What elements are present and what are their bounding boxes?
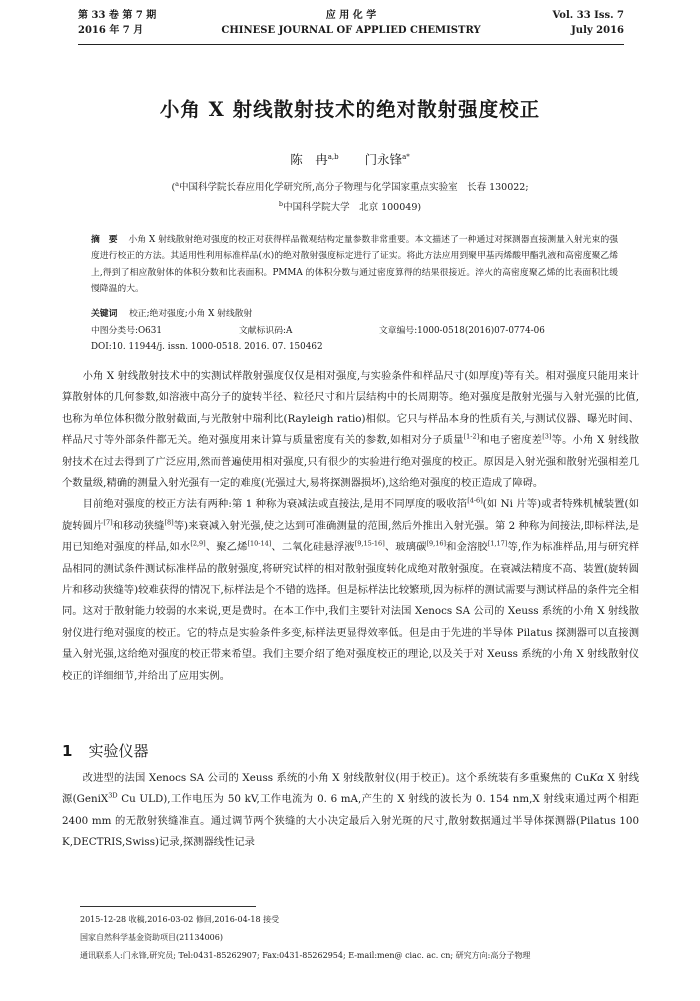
body-text <box>62 366 639 687</box>
section-heading <box>62 740 148 761</box>
text-run: 和电子密度差 <box>479 434 543 447</box>
text-run: 和移动狭缝 <box>112 519 165 532</box>
header-volume-en: Vol. 33 Iss. 7 <box>552 10 624 21</box>
footnote-rule <box>80 906 256 907</box>
citation: [9,15-16] <box>354 539 385 548</box>
footnote-received: 2015-12-28 收稿,2016-03-02 修回,2016-04-18 接受 <box>80 915 280 924</box>
citation: [1-2] <box>463 432 480 441</box>
text-run: 、玻璃碳 <box>384 541 427 554</box>
text-run: Kα <box>589 772 604 784</box>
header-rule <box>78 44 624 45</box>
text-run: (如 Ni 片等)或者特殊机械装置(如旋转圆片 <box>62 498 639 532</box>
affil-mark: b <box>278 200 284 209</box>
citation: [8] <box>164 518 174 527</box>
citation: [10-14] <box>247 539 272 548</box>
header-date-en: July 2016 <box>571 25 624 36</box>
document-code: 文献标识码:A <box>239 326 293 336</box>
citation: [4-6] <box>467 497 483 506</box>
text-run: 等。小角 X 射线散射技术在过去得到了广泛应用,然而普遍使用相对强度,只有很少的实验进行绝对强度的校正。原因是入射光强和散射光强相差几个数量级,精确的测量入射光强有一定的难度(光强过大,易将探测器损坏),这给绝对强度的校正造成了障碍。 <box>62 434 639 490</box>
footnote-fund: 国家自然科学基金资助项目(21134006) <box>80 933 223 942</box>
text-run: X 射线源(GeniX <box>62 772 639 806</box>
text-run: 、聚乙烯 <box>205 541 248 554</box>
header-center <box>78 8 624 38</box>
affiliation-line <box>60 196 640 216</box>
text-run: 小角 X 射线散射技术中的实测试样散射强度仅仅是相对强度,与实验条件和样品尺寸(如厚度)等有关。相对强度只能用来计算散射体的几何参数,如溶液中高分子的旋转半径、粒径尺寸和片层结构中的长周期等。绝对强度是散射光强与入射光强的比值,也称为单位体积微分散射截面,与光散射中瑞利比(Rayleigh ratio)相似。它只与样品本身的性质有关,与测试仪器、曝光时间、样品尺寸等外部条件都无关。绝对强度用来计算与质量密度有关的参数,如相对分子质量 <box>62 370 639 447</box>
citation: [9,16] <box>426 539 447 548</box>
citation: [1,17] <box>487 539 508 548</box>
keywords: 校正;绝对强度;小角 X 射线散射 <box>129 309 253 319</box>
running-header <box>78 8 624 42</box>
paper-title: 小角 X 射线散射技术的绝对散射强度校正 <box>159 98 541 121</box>
text-run: 等)来衰减入射光强,使之达到可准确测量的范围,然后外推出入射光强。第 2 种称为间接法,即标样法,是用已知绝对强度的样品,如水 <box>62 519 639 554</box>
text-run: 、二氧化硅悬浮液 <box>271 541 355 554</box>
paragraph <box>62 768 639 854</box>
citation: [3] <box>542 432 552 441</box>
affiliation-line <box>60 176 640 196</box>
text-run: 和金溶胶 <box>446 541 488 554</box>
header-right <box>552 8 624 38</box>
doi: DOI:10. 11944/j. issn. 1000-0518. 2016. 07. 150462 <box>91 342 323 352</box>
affil-text: 中国科学院大学 北京 100049) <box>283 202 422 214</box>
clc-number: 中图分类号:O631 <box>91 326 162 336</box>
header-journal-en: CHINESE JOURNAL OF APPLIED CHEMISTRY <box>221 25 481 36</box>
abstract <box>91 232 618 298</box>
text-run: 目前绝对强度的校正方法有两种:第 1 种称为衰减法或直接法,是用不同厚度的吸收箔 <box>82 498 468 511</box>
section-title: 实验仪器 <box>88 742 149 760</box>
abstract-label: 摘 要 <box>91 235 118 245</box>
paragraph <box>62 494 639 687</box>
keywords-label-text: 关键词 <box>91 309 118 319</box>
footnote-contact: 通讯联系人:门永锋,研究员; Tel:0431-85262907; Fax:0431-85262954; E-mail:men@ ciac. ac. cn; 研究方向:高分子物理 <box>80 951 531 960</box>
author-affil-mark: a,b <box>327 152 339 161</box>
paragraph <box>62 366 639 494</box>
section-number: 1 <box>62 742 73 760</box>
author-affil-mark: a* <box>402 152 410 161</box>
header-date-cn: 2016 年 7 月 <box>78 25 144 36</box>
text-run: Cu ULD),工作电压为 50 kV,工作电流为 0. 6 mA,产生的 X 射线的波长为 0. 154 nm,X 射线束通过两个相距 2400 mm 的无散射狭缝准直。通过调节两个狭缝的大小决定最后入射光斑的尺寸,散射数据通过半导体探测器(Pilatus 100 K,DECTRIS,Swiss)记录,探测器线性记录 <box>62 793 639 849</box>
abstract-text: 小角 X 射线散射绝对强度的校正对获得样品微观结构定量参数非常重要。本文描述了一种通过对探测器直接测量入射光束的强度进行校正的方法。其适用性利用标准样品(水)的绝对散射强度标定进行了证实。将此方法应用到聚甲基丙烯酸甲酯乳液和高密度聚乙烯上,得到了相应散射体的体积分数和比表面积。PMMA 的体积分数与通过密度算得的结果很接近。淬火的高密度聚乙烯的比表面积比缓慢降温的大。 <box>91 235 619 295</box>
author-name: 门永锋 <box>364 152 403 167</box>
section-body <box>62 768 639 854</box>
citation: [2,9] <box>190 539 206 548</box>
superscript: 3D <box>108 791 118 800</box>
keywords-label <box>91 306 117 322</box>
article-number: 文章编号:1000-0518(2016)07-0774-06 <box>379 326 545 336</box>
author-list <box>60 150 640 168</box>
author-name: 陈 冉 <box>290 152 328 167</box>
header-volume-cn: 第 33 卷 第 7 期 <box>78 10 157 21</box>
affil-text: 中国科学院长春应用化学研究所,高分子物理与化学国家重点实验室 长春 130022; <box>179 182 529 194</box>
affil-mark: a <box>175 180 180 188</box>
citation: [7] <box>103 518 113 527</box>
affiliations <box>60 176 640 216</box>
text-run: 改进型的法国 Xenocs SA 公司的 Xeuss 系统的小角 X 射线散射仪(用于校正)。这个系统装有多重聚焦的 Cu <box>82 772 590 784</box>
text-run: 等,作为标准样品,用与研究样品相同的测试条件测试标准样品的散射强度,将研究试样的相对散射强度转化成绝对散射强度。在衰减法精度不高、装置(旋转圆片和移动狭缝等)较难获得的情况下,标样法是个不错的选择。但是标样法比较繁琐,因为标样的测试需要与测试样品的条件完全相同。这对于散射能力较弱的水来说,更是费时。在本工作中,我们主要针对法国 Xenocs SA 公司的 Xeuss 系统的小角 X 射线散射仪进行绝对强度的校正。它的特点是实验条件多变,标样法更显得效率低。但是由于先进的半导体 Pilatus 探测器可以直接测量入射光强,这给绝对强度的校正带来希望。我们主要介绍了绝对强度校正的理论,以及关于对 Xeuss 系统的小角 X 射线散射仪校正的详细细节,并给出了应用实例。 <box>62 541 640 682</box>
header-journal-cn: 应 用 化 学 <box>325 10 377 21</box>
affil-paren: ( <box>171 182 176 194</box>
